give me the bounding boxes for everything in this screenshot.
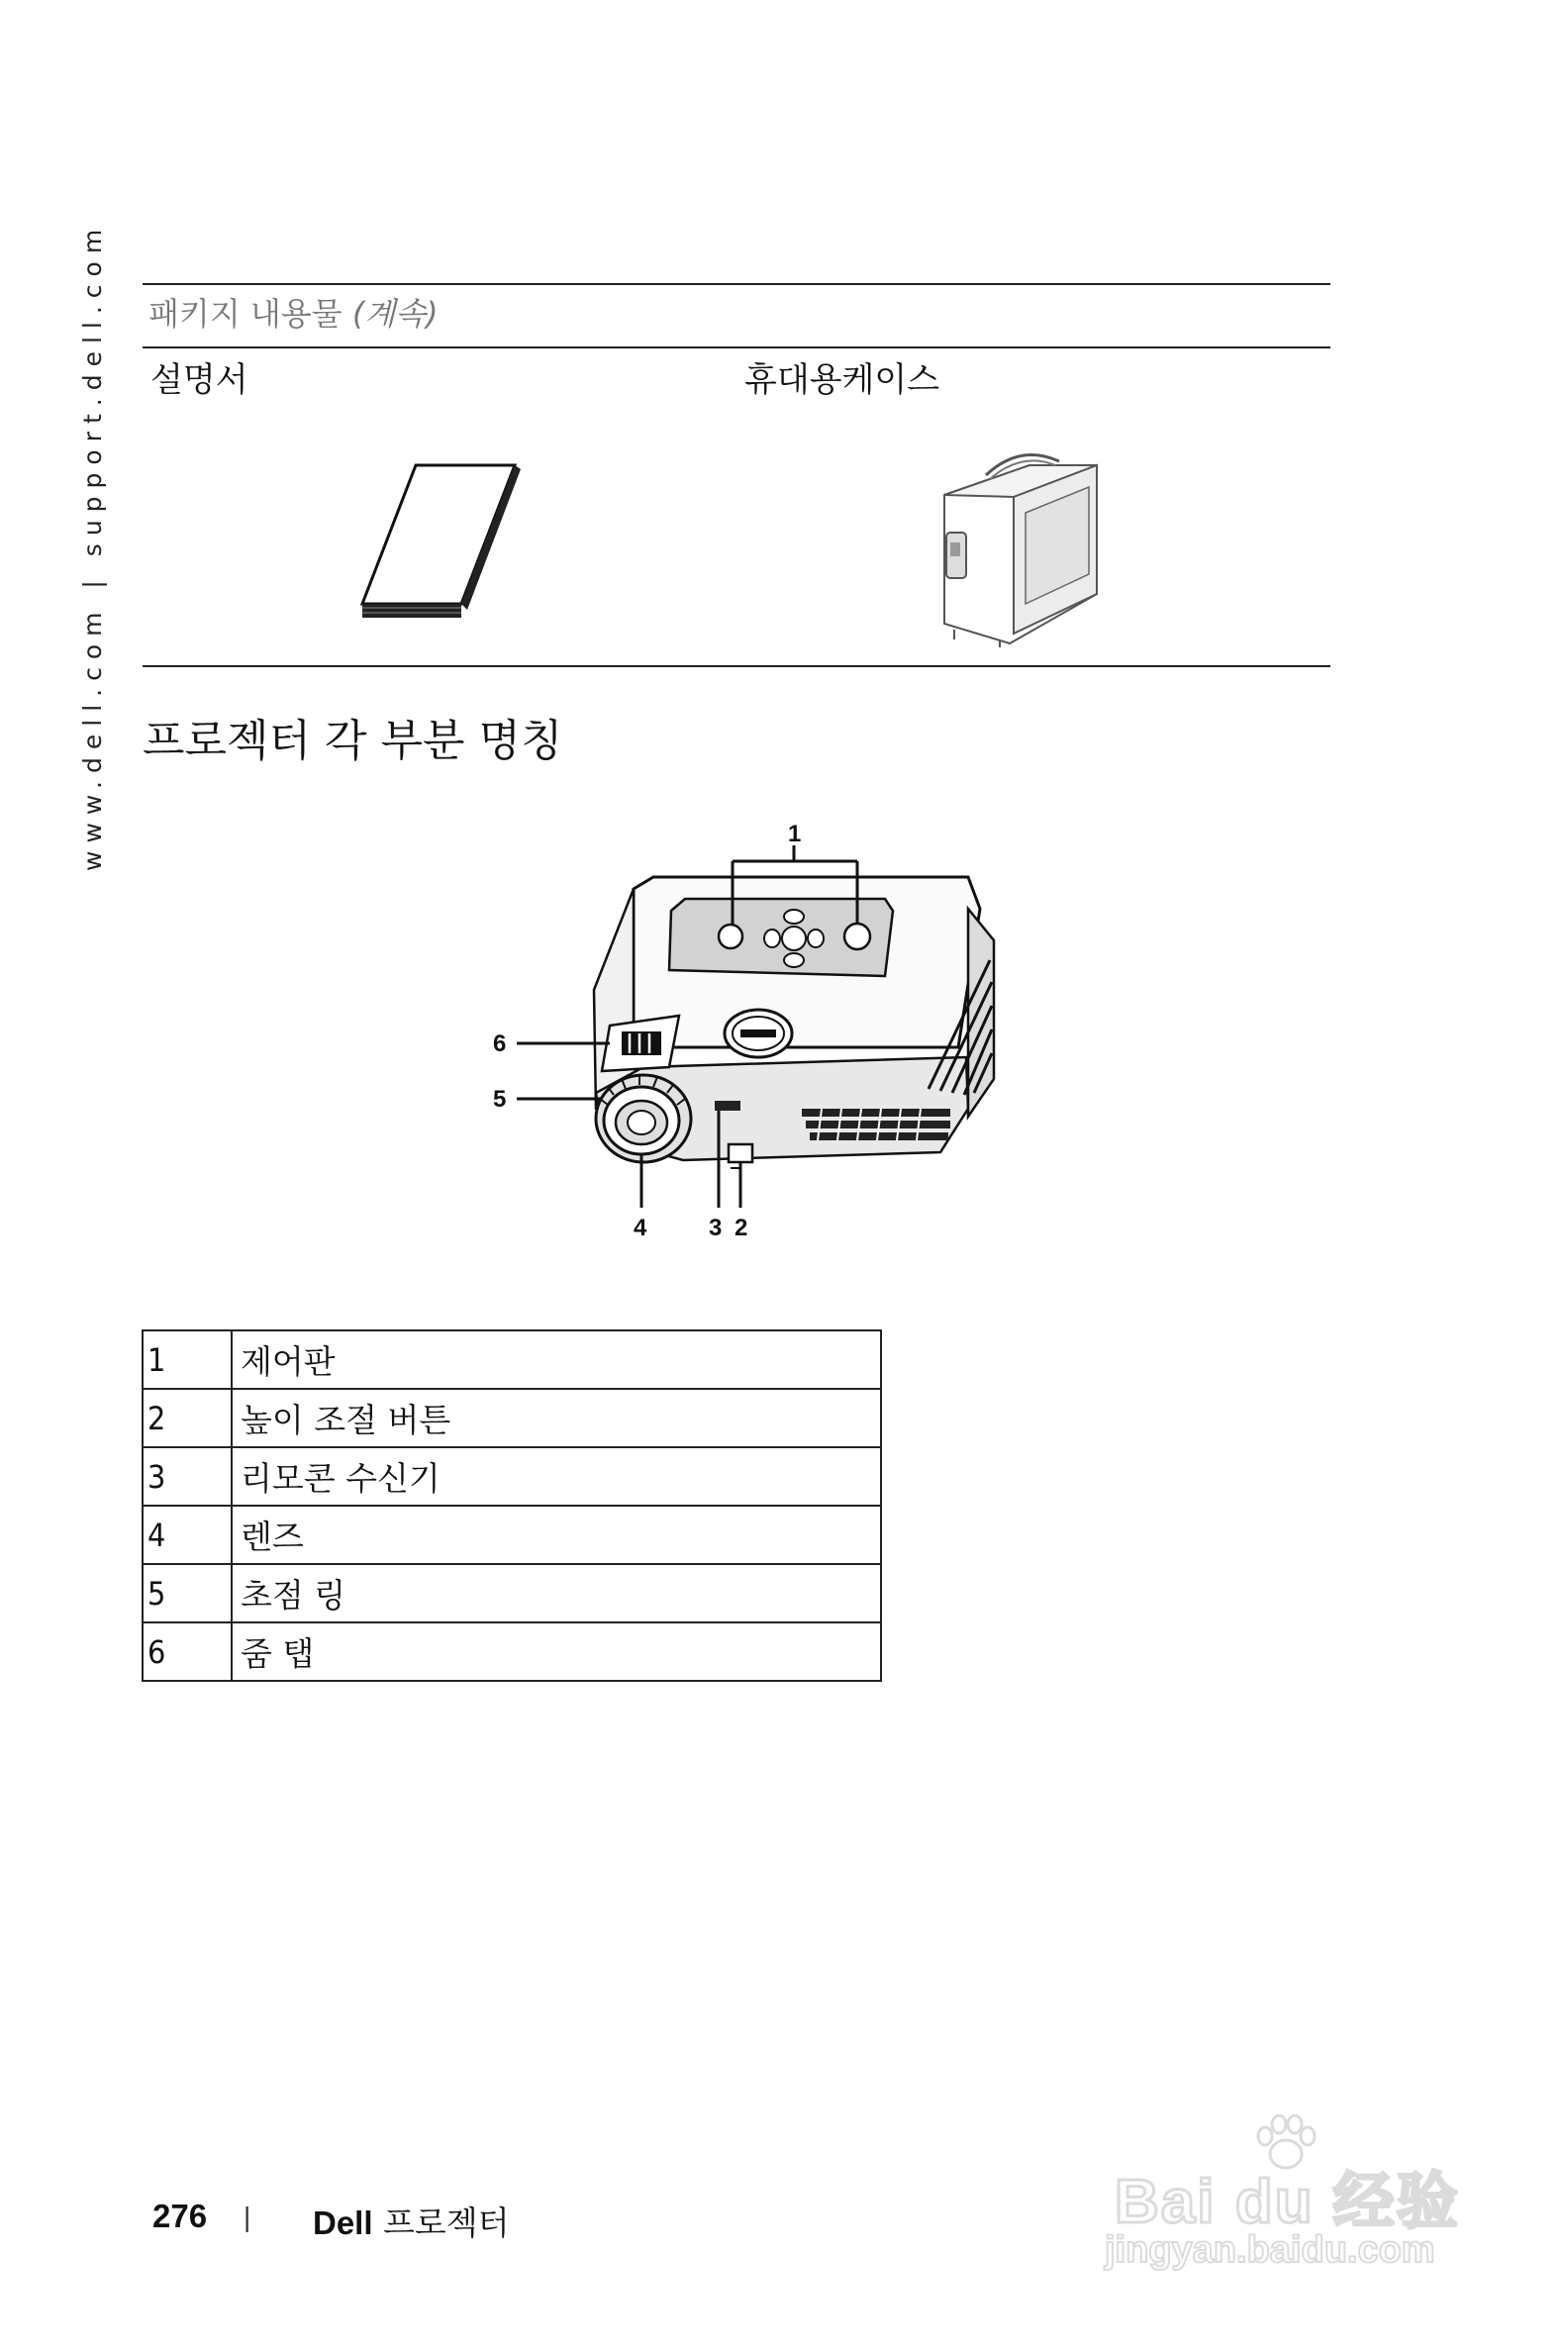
package-heading-text: 패키지 내용물 xyxy=(148,295,343,333)
callout-1: 1 xyxy=(788,821,802,847)
part-name: 리모콘 수신기 xyxy=(232,1447,881,1506)
callout-5: 5 xyxy=(493,1086,507,1113)
package-top-rule xyxy=(143,283,1330,285)
footer-product: 프로젝터 xyxy=(383,2204,510,2242)
part-name: 높이 조절 버튼 xyxy=(232,1389,881,1447)
part-name: 줌 탭 xyxy=(232,1622,881,1681)
table-row xyxy=(143,1564,881,1622)
table-row xyxy=(143,1389,881,1447)
part-number: 1 xyxy=(143,1330,232,1389)
side-url: www.dell.com | support.dell.com xyxy=(78,221,107,871)
footer-separator: | xyxy=(244,2202,251,2232)
page-number: 276 xyxy=(152,2198,208,2234)
part-name: 초점 링 xyxy=(232,1564,881,1622)
callout-3: 3 xyxy=(709,1215,723,1241)
callout-2: 2 xyxy=(735,1215,748,1241)
table-row xyxy=(143,1330,881,1389)
callout-4: 4 xyxy=(634,1215,647,1241)
package-header-rule xyxy=(143,346,1330,348)
package-bottom-rule xyxy=(143,665,1330,667)
footer-brand: Dell xyxy=(313,2205,373,2241)
table-row xyxy=(143,1447,881,1506)
part-number: 3 xyxy=(143,1447,232,1506)
carrying-case-illustration xyxy=(931,436,1109,653)
item-label-manual: 설명서 xyxy=(150,360,248,400)
projector-diagram xyxy=(485,812,1020,1247)
part-number: 4 xyxy=(143,1506,232,1564)
baidu-watermark xyxy=(1105,2114,1481,2283)
footer-title xyxy=(313,2198,510,2244)
part-number: 2 xyxy=(143,1389,232,1447)
package-heading-continued: (계속) xyxy=(351,295,439,333)
part-name: 렌즈 xyxy=(232,1506,881,1564)
part-number: 5 xyxy=(143,1564,232,1622)
callout-6: 6 xyxy=(493,1030,507,1057)
package-heading xyxy=(148,289,439,335)
parts-table xyxy=(142,1329,882,1682)
manual-illustration xyxy=(356,455,525,634)
part-number: 6 xyxy=(143,1622,232,1681)
table-row xyxy=(143,1506,881,1564)
item-label-case: 휴대용케이스 xyxy=(744,360,940,400)
watermark-url: jingyan.baidu.com xyxy=(1105,2229,1435,2271)
table-row xyxy=(143,1622,881,1681)
part-name: 제어판 xyxy=(232,1330,881,1389)
section-title: 프로젝터 각 부분 명칭 xyxy=(143,716,563,766)
watermark-logo-text: Bai du 经验 xyxy=(1115,2168,1460,2236)
